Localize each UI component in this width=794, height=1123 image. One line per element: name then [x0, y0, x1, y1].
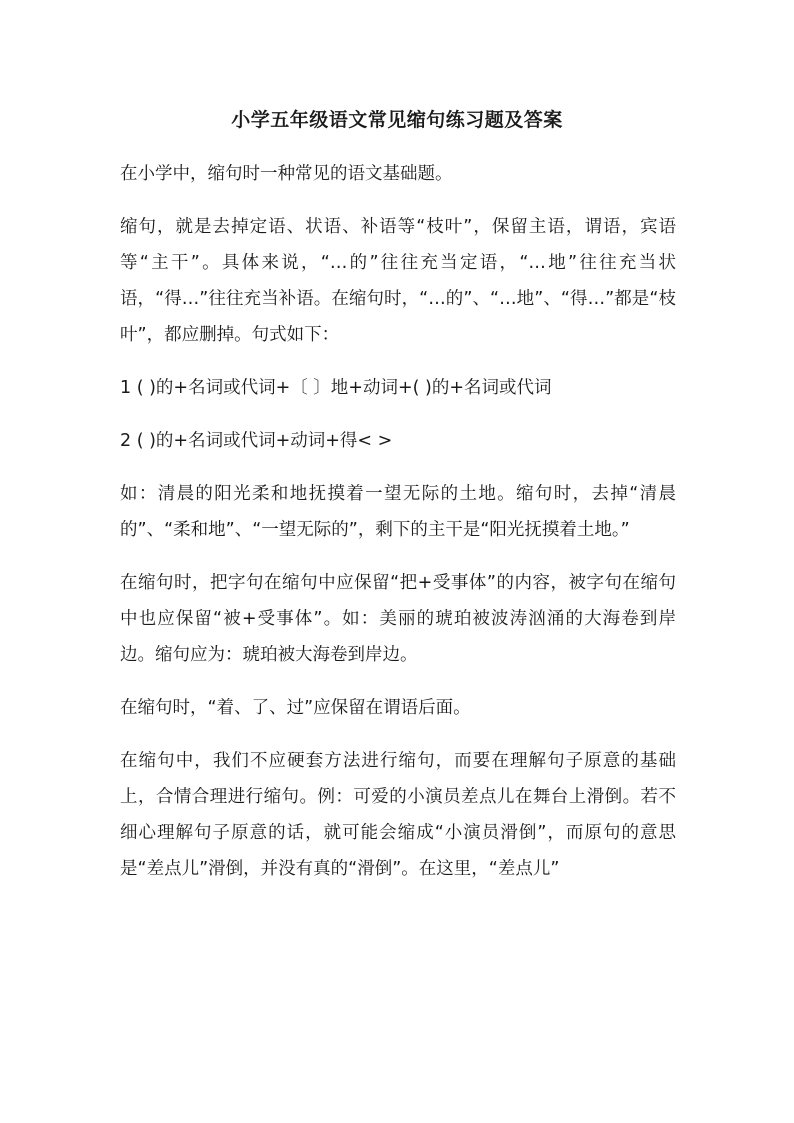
paragraph-pattern-1: 1 ( )的+名词或代词+〔 〕地+动词+( )的+名词或代词: [120, 378, 552, 398]
paragraph-ba-bei: 在缩句时，把字句在缩句中应保留“把+受事体”的内容，被字句在缩句中也应保留“被+受事体”。如：美丽的琥珀被波涛汹涌的大海卷到岸边。缩句应为：琥珀被大海卷到岸边。: [120, 573, 676, 665]
paragraph-example: 如：清晨的阳光柔和地抚摸着一望无际的土地。缩句时，去掉“清晨的”、“柔和地”、“一望无际的”，剩下的主干是“阳光抚摸着土地。”: [120, 484, 676, 540]
paragraph-pattern-2: 2 ( )的+名词或代词+动词+得< >: [120, 431, 393, 451]
document-body: [120, 156, 676, 904]
paragraph-intro: 在小学中，缩句时一种常见的语文基础题。: [120, 164, 453, 184]
paragraph-meaning: 在缩句中，我们不应硬套方法进行缩句，而要在理解句子原意的基础上，合情合理进行缩句。例：可爱的小演员差点儿在舞台上滑倒。若不细心理解句子原意的话，就可能会缩成“小演员滑倒”，而原句的意思是“差点儿”滑倒，并没有真的“滑倒”。在这里，“差点儿”: [120, 751, 676, 879]
document-title: 小学五年级语文常见缩句练习题及答案: [231, 109, 563, 131]
paragraph-aspect-particles: 在缩句时，“着、了、过”应保留在谓语后面。: [120, 698, 471, 718]
paragraph-definition: 缩句，就是去掉定语、状语、补语等“枝叶”，保留主语，谓语，宾语等“主干”。具体来说，“…的”往往充当定语，“…地”往往充当状语，“得…”往往充当补语。在缩句时，“…的”、“…地”、“得…”都是“枝叶”，都应删掉。句式如下：: [120, 217, 676, 345]
